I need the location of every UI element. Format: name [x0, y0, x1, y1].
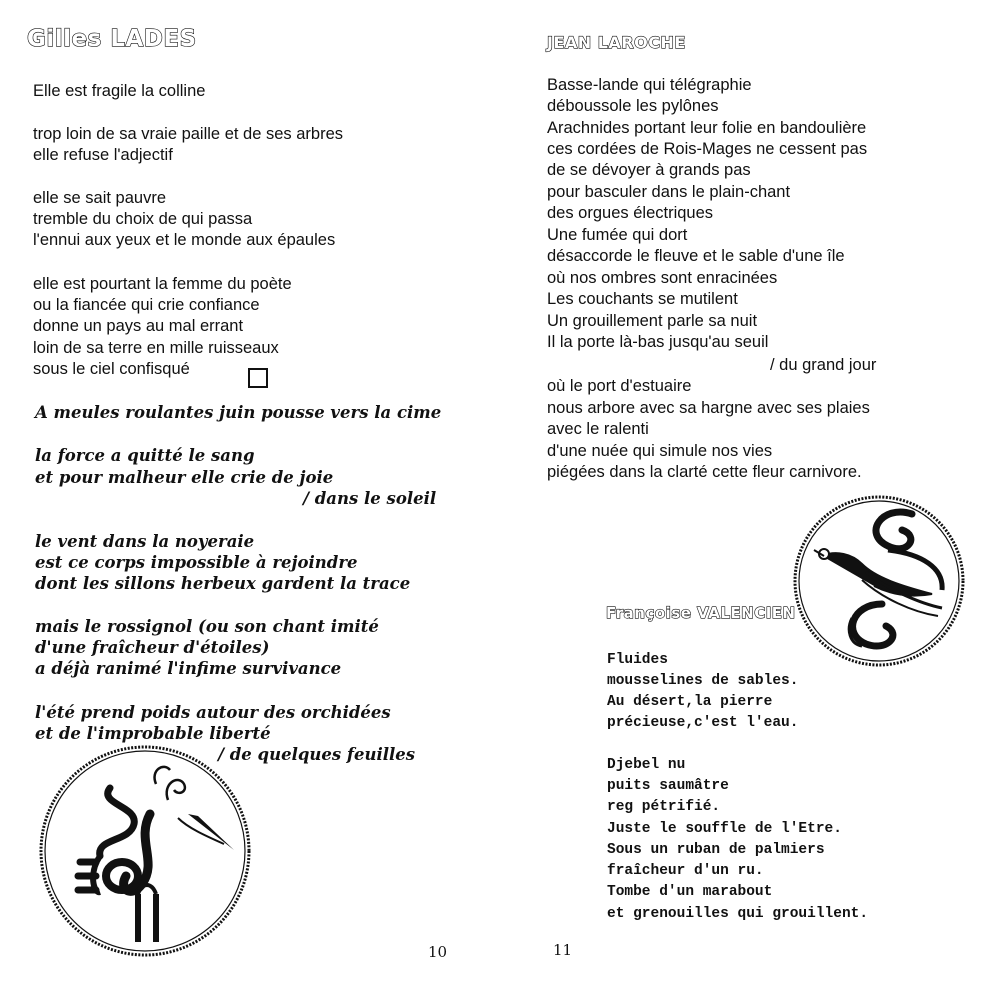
poem-line-script: / dans le soleil [303, 489, 437, 508]
poem-line: / du grand jour [770, 356, 877, 374]
poem-line-script: / de quelques feuilles [218, 745, 416, 764]
poem-line-mono: Djebel nu [607, 757, 686, 773]
poem-line-mono: Fluides [607, 652, 668, 668]
poem-line-mono: puits saumâtre [607, 778, 729, 794]
poem-line-mono: reg pétrifié. [607, 799, 721, 815]
poem-line-mono: mousselines de sables. [607, 673, 799, 689]
poem-line-script: et de l'improbable liberté [35, 724, 271, 743]
poem-line: l'ennui aux yeux et le monde aux épaules [33, 231, 336, 249]
poem-line: où nos ombres sont enracinées [547, 269, 778, 287]
poem-line-script: le vent dans la noyeraie [35, 532, 255, 551]
poem-line: ces cordées de Rois-Mages ne cessent pas [547, 140, 868, 158]
poem-line: Elle est fragile la colline [33, 82, 206, 100]
poem-line: de se dévoyer à grands pas [547, 161, 751, 179]
second-author-name: Françoise VALENCIEN [606, 604, 796, 622]
poem-line: Un grouillement parle sa nuit [547, 312, 758, 330]
poem-line-script: a déjà ranimé l'infime survivance [35, 659, 342, 678]
poem-line-script: A meules roulantes juin pousse vers la cime [35, 403, 442, 422]
poem-line: Il la porte là-bas jusqu'au seuil [547, 333, 769, 351]
page-number: 10 [428, 943, 448, 961]
poem-line: piégées dans la clarté cette fleur carnivore. [547, 463, 862, 481]
poem-line: où le port d'estuaire [547, 377, 692, 395]
poem-line: elle se sait pauvre [33, 189, 166, 207]
poem-line: pour basculer dans le plain-chant [547, 183, 791, 201]
poem-line: elle refuse l'adjectif [33, 146, 173, 164]
calligraphic-bird-medallion-icon [792, 494, 966, 668]
poem-line: ou la fiancée qui crie confiance [33, 296, 260, 314]
page-number: 11 [553, 941, 573, 959]
poem-line: nous arbore avec sa hargne avec ses plaies [547, 399, 870, 417]
poem-line-script: d'une fraîcheur d'étoiles) [35, 638, 270, 657]
poem-line: Basse-lande qui télégraphie [547, 76, 752, 94]
poem-line-script: l'été prend poids autour des orchidées [35, 703, 391, 722]
poem-line: Arachnides portant leur folie en bandoulière [547, 119, 867, 137]
poem-line-mono: Au désert,la pierre [607, 694, 773, 710]
poem-line-script: la force a quitté le sang [35, 446, 255, 465]
poem-line-mono: Tombe d'un marabout [607, 884, 773, 900]
poem-line: d'une nuée qui simule nos vies [547, 442, 773, 460]
poem-line-mono: fraîcheur d'un ru. [607, 863, 764, 879]
poem-line-mono: et grenouilles qui grouillent. [607, 906, 869, 922]
poem-line-script: et pour malheur elle crie de joie [35, 468, 334, 487]
poem-line: donne un pays au mal errant [33, 317, 244, 335]
poem-line: déboussole les pylônes [547, 97, 719, 115]
poem-line: des orgues électriques [547, 204, 714, 222]
right-page [520, 0, 1000, 985]
poem-line: Une fumée qui dort [547, 226, 688, 244]
author-name: JEAN LAROCHE [547, 33, 686, 52]
poem-line: tremble du choix de qui passa [33, 210, 253, 228]
poem-line: loin de sa terre en mille ruisseaux [33, 339, 279, 357]
poem-line: désaccorde le fleuve et le sable d'une île [547, 247, 845, 265]
poem-line: trop loin de sa vraie paille et de ses arbres [33, 125, 344, 143]
poem-line-mono: précieuse,c'est l'eau. [607, 715, 799, 731]
poem-line-script: est ce corps impossible à rejoindre [35, 553, 358, 572]
poem-line: elle est pourtant la femme du poète [33, 275, 292, 293]
poem-line-script: mais le rossignol (ou son chant imité [35, 617, 379, 636]
poem-line: avec le ralenti [547, 420, 649, 438]
author-name: Gilles LADES [27, 26, 197, 52]
poem-line: Les couchants se mutilent [547, 290, 738, 308]
calligraphic-flourish-medallion-icon [38, 744, 252, 958]
empty-square-icon [248, 368, 268, 388]
poem-line: sous le ciel confisqué [33, 360, 190, 378]
poem-line-mono: Sous un ruban de palmiers [607, 842, 825, 858]
poem-line-mono: Juste le souffle de l'Etre. [607, 821, 842, 837]
poem-line-script: dont les sillons herbeux gardent la trace [35, 574, 411, 593]
